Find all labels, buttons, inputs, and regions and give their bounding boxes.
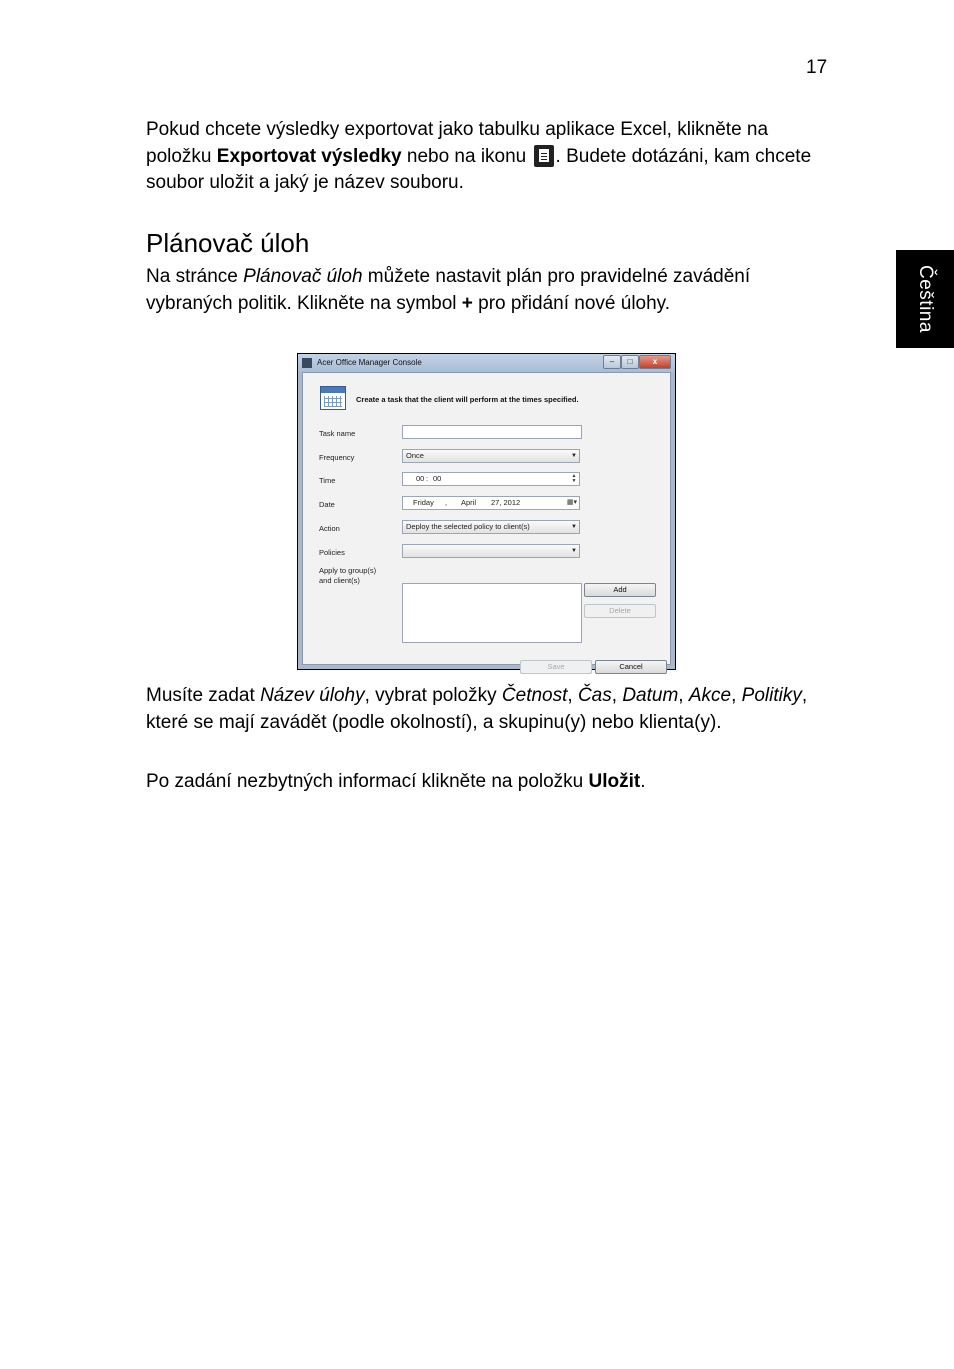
date-separator: ,: [445, 498, 448, 507]
app-icon: [302, 358, 312, 368]
date-day-year: 27, 2012: [491, 498, 521, 507]
calendar-dropdown-icon[interactable]: ▦▾: [566, 499, 577, 506]
language-side-tab: [896, 250, 954, 348]
paragraph-text: ,: [731, 685, 742, 706]
page-number: 17: [806, 57, 828, 78]
time-input[interactable]: [402, 472, 580, 486]
calendar-icon: [320, 386, 346, 410]
action-select[interactable]: [402, 520, 580, 534]
frequency-select[interactable]: [402, 449, 580, 463]
scheduler-term: Plánovač úloh: [243, 266, 363, 287]
chevron-down-icon: ▼: [571, 548, 577, 554]
export-results-term: Exportovat výsledky: [216, 145, 402, 167]
paragraph-text: Musíte zadat: [146, 685, 261, 706]
time-term: Čas: [577, 685, 612, 706]
time-minute: 00: [433, 474, 442, 483]
date-day: Friday: [413, 498, 434, 507]
chevron-down-icon: ▼: [571, 453, 577, 459]
close-button[interactable]: x: [639, 355, 671, 369]
section-heading: Plánovač úloh: [146, 228, 310, 258]
intro-text: Pokud chcete výsledky exportovat jako tabulku aplikace Excel, klikněte na položku: [146, 119, 769, 167]
dialog-titlebar: [298, 354, 675, 372]
dialog-client-area: [302, 372, 671, 671]
date-month: April: [461, 498, 477, 507]
paragraph-text: .: [640, 771, 646, 792]
paragraph-text: , které se mají zavádět (podle okolností), a skupinu(y) nebo klienta(y).: [146, 685, 808, 733]
groups-clients-list[interactable]: [402, 583, 582, 643]
policies-select[interactable]: [402, 544, 580, 558]
spinner-icon[interactable]: ▲ ▼: [571, 473, 577, 484]
dialog-title: Acer Office Manager Console: [317, 358, 422, 367]
frequency-term: Četnost: [501, 685, 568, 706]
delete-button[interactable]: Delete: [584, 604, 656, 618]
document-export-icon: [534, 145, 554, 167]
paragraph-text: ,: [611, 685, 623, 706]
paragraph-text: , vybrat položky: [364, 685, 502, 706]
paragraph-text: ,: [678, 685, 689, 706]
dialog-instruction: Create a task that the client will perform at the times specified.: [356, 395, 579, 404]
policies-term: Politiky: [741, 685, 802, 706]
frequency-label: Frequency: [319, 453, 355, 462]
time-hour: 00: [416, 474, 425, 483]
paragraph-text: Po zadání nezbytných informací klikněte na položku: [146, 771, 589, 792]
intro-text: . Budete dotázáni, kam chcete soubor uložit a jaký je název souboru.: [146, 145, 812, 193]
cancel-button[interactable]: Cancel: [595, 660, 667, 674]
action-value: Deploy the selected policy to client(s): [406, 522, 530, 531]
save-button[interactable]: Save: [520, 660, 592, 674]
apply-to-label: Apply to group(s) and client(s): [319, 566, 377, 585]
action-term: Akce: [688, 685, 732, 706]
intro-text: nebo na ikonu: [401, 145, 532, 167]
paragraph-text: můžete nastavit plán pro pravidelné zavádění vybraných politik. Klikněte na symbol: [146, 266, 751, 314]
save-term: Uložit: [588, 771, 641, 792]
intro-paragraph: [146, 117, 836, 197]
policies-label: Policies: [319, 548, 345, 557]
action-label: Action: [319, 524, 340, 533]
task-name-input[interactable]: [402, 425, 582, 439]
scheduler-paragraph: [146, 264, 836, 317]
paragraph-text: ,: [567, 685, 578, 706]
time-label: Time: [319, 476, 336, 485]
minimize-button[interactable]: –: [603, 355, 621, 369]
task-name-term: Název úlohy: [260, 685, 365, 706]
date-picker[interactable]: [402, 496, 580, 510]
date-label: Date: [319, 500, 335, 509]
time-separator: :: [426, 474, 429, 483]
task-name-label: Task name: [319, 429, 356, 438]
maximize-button[interactable]: □: [621, 355, 639, 369]
add-button[interactable]: Add: [584, 583, 656, 597]
task-dialog-screenshot: [297, 353, 676, 670]
paragraph-text: Na stránce: [146, 266, 244, 287]
frequency-value: Once: [406, 451, 424, 460]
paragraph-text: pro přidání nové úlohy.: [472, 292, 671, 314]
plus-symbol: +: [461, 292, 473, 314]
date-term: Datum: [622, 685, 679, 706]
required-fields-paragraph: [146, 683, 836, 736]
chevron-down-icon: ▼: [571, 524, 577, 530]
save-instruction-paragraph: [146, 769, 836, 796]
language-label: Čeština: [915, 265, 936, 333]
